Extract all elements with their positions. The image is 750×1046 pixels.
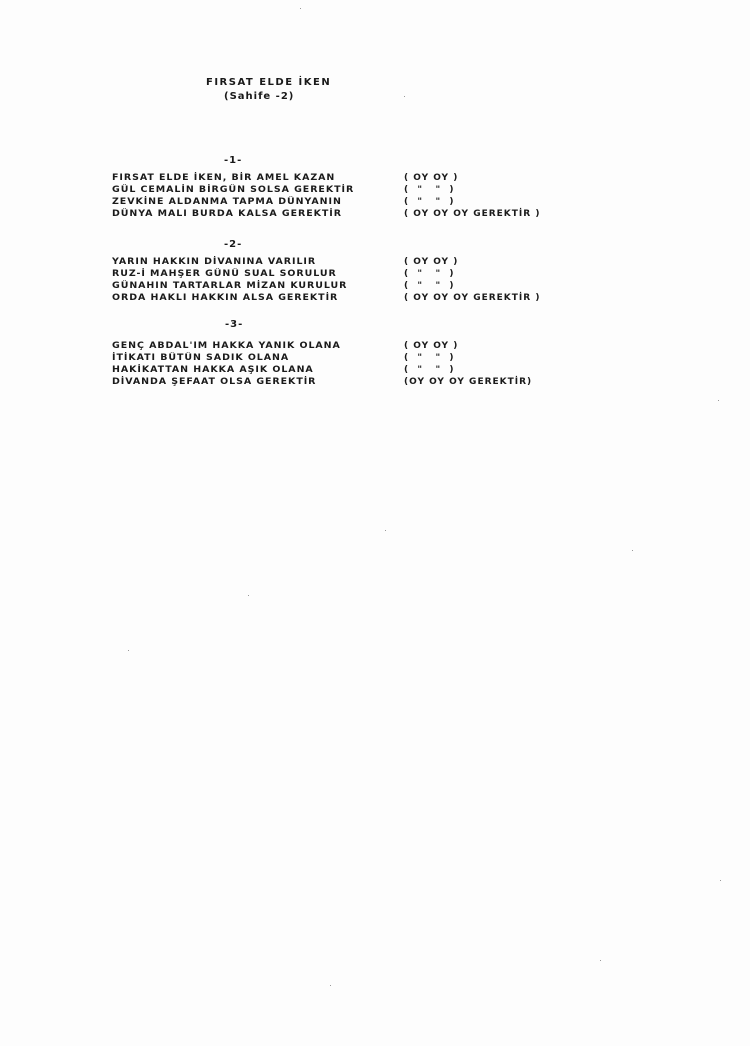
stanza-3-refrain-3: ( " " ) <box>404 365 455 375</box>
document-subtitle: (Sahife -2) <box>224 91 295 102</box>
stanza-number-1: -1- <box>224 155 243 166</box>
scan-speck <box>632 550 633 551</box>
stanza-2-line-1: YARIN HAKKIN DİVANINA VARILIR <box>112 257 317 267</box>
scan-speck <box>300 8 301 9</box>
stanza-2-refrain-1: ( OY OY ) <box>404 257 459 267</box>
stanza-3-line-3: HAKİKATTAN HAKKA AŞIK OLANA <box>112 365 314 375</box>
scan-speck <box>600 960 601 961</box>
stanza-1-line-2: GÜL CEMALİN BİRGÜN SOLSA GEREKTİR <box>112 185 355 195</box>
stanza-2-line-3: GÜNAHIN TARTARLAR MİZAN KURULUR <box>112 281 348 291</box>
stanza-2-refrain-4: ( OY OY OY GEREKTİR ) <box>404 293 541 303</box>
stanza-1-refrain-3: ( " " ) <box>404 197 455 207</box>
scan-speck <box>330 985 331 986</box>
scan-speck <box>404 96 405 97</box>
stanza-1-line-4: DÜNYA MALI BURDA KALSA GEREKTİR <box>112 209 342 219</box>
stanza-3-line-2: İTİKATI BÜTÜN SADIK OLANA <box>112 353 290 363</box>
scan-speck <box>128 650 129 651</box>
stanza-number-2: -2- <box>224 239 243 250</box>
document-title: FIRSAT ELDE İKEN <box>206 77 332 88</box>
stanza-3-line-1: GENÇ ABDAL'IM HAKKA YANIK OLANA <box>112 341 341 351</box>
stanza-1-refrain-1: ( OY OY ) <box>404 173 459 183</box>
stanza-2-line-2: RUZ-İ MAHŞER GÜNÜ SUAL SORULUR <box>112 269 337 279</box>
stanza-2-refrain-2: ( " " ) <box>404 269 455 279</box>
scan-speck <box>720 880 721 881</box>
stanza-3-line-4: DİVANDA ŞEFAAT OLSA GEREKTİR <box>112 377 317 387</box>
scan-speck <box>385 530 386 531</box>
scan-speck <box>248 595 249 596</box>
stanza-number-3: -3- <box>225 319 244 330</box>
stanza-3-refrain-4: (OY OY OY GEREKTİR) <box>404 377 533 387</box>
stanza-2-line-4: ORDA HAKLI HAKKIN ALSA GEREKTİR <box>112 293 339 303</box>
stanza-1-line-3: ZEVKİNE ALDANMA TAPMA DÜNYANIN <box>112 197 342 207</box>
stanza-3-refrain-2: ( " " ) <box>404 353 455 363</box>
stanza-1-refrain-2: ( " " ) <box>404 185 455 195</box>
stanza-3-refrain-1: ( OY OY ) <box>404 341 459 351</box>
stanza-1-line-1: FIRSAT ELDE İKEN, BİR AMEL KAZAN <box>112 173 336 183</box>
scan-speck <box>718 400 719 401</box>
stanza-2-refrain-3: ( " " ) <box>404 281 455 291</box>
stanza-1-refrain-4: ( OY OY OY GEREKTİR ) <box>404 209 541 219</box>
